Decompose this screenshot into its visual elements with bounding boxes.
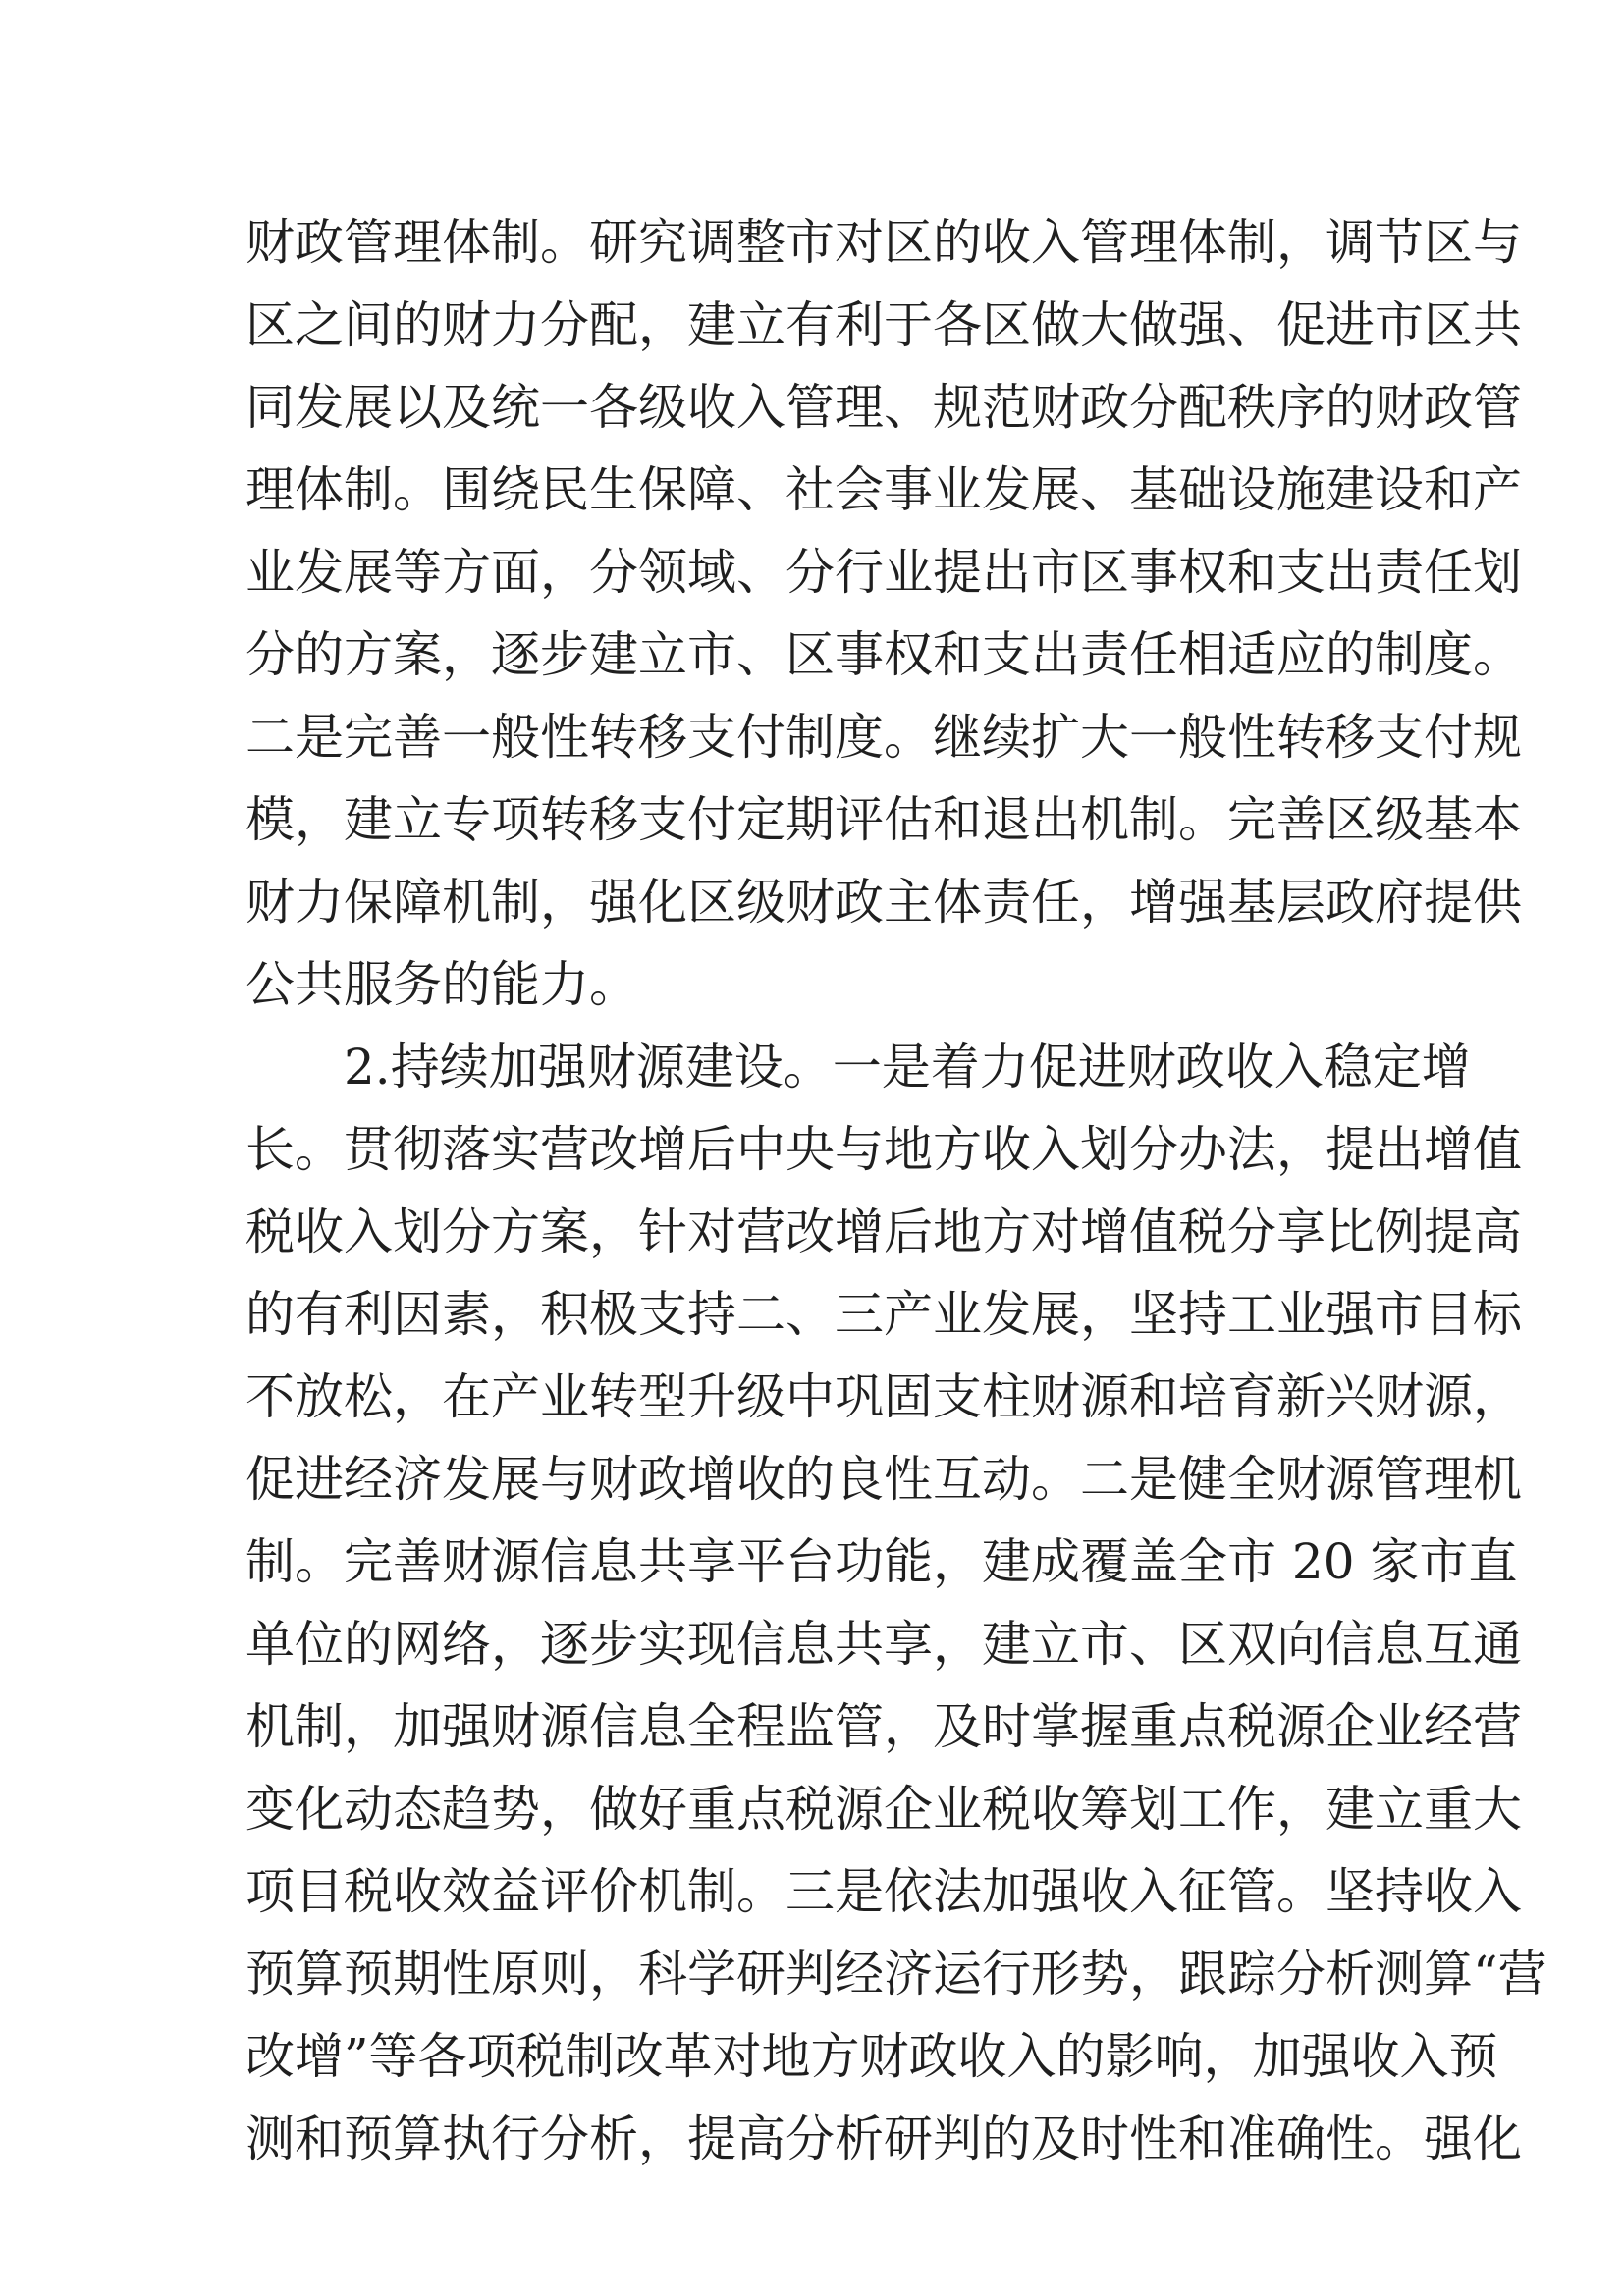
text-line: 单位的网络，逐步实现信息共享，建立市、区双向信息互通 bbox=[245, 1616, 1522, 1673]
text-line: 理体制。围绕民生保障、社会事业发展、基础设施建设和产 bbox=[245, 461, 1522, 518]
text-line: 同发展以及统一各级收入管理、规范财政分配秩序的财政管 bbox=[245, 379, 1522, 436]
text-line: 税收入划分方案，针对营改增后地方对增值税分享比例提高 bbox=[245, 1203, 1522, 1260]
text-line: 促进经济发展与财政增收的良性互动。二是健全财源管理机 bbox=[245, 1451, 1522, 1508]
text-line: 变化动态趋势，做好重点税源企业税收筹划工作，建立重大 bbox=[245, 1781, 1522, 1838]
body-text bbox=[245, 201, 1547, 2180]
text-line: 项目税收效益评价机制。三是依法加强收入征管。坚持收入 bbox=[245, 1863, 1522, 1920]
text-line: 财力保障机制，强化区级财政主体责任，增强基层政府提供 bbox=[245, 874, 1522, 931]
text-line: 机制，加强财源信息全程监管，及时掌握重点税源企业经营 bbox=[245, 1698, 1522, 1755]
text-line: 的有利因素，积极支持二、三产业发展，坚持工业强市目标 bbox=[245, 1286, 1522, 1343]
text-line: 模，建立专项转移支付定期评估和退出机制。完善区级基本 bbox=[245, 791, 1522, 848]
text-line: 区之间的财力分配，建立有利于各区做大做强、促进市区共 bbox=[245, 296, 1522, 353]
text-line: 分的方案，逐步建立市、区事权和支出责任相适应的制度。 bbox=[245, 626, 1522, 683]
text-line: 不放松，在产业转型升级中巩固支柱财源和培育新兴财源， bbox=[245, 1368, 1522, 1425]
text-line: 财政管理体制。研究调整市对区的收入管理体制，调节区与 bbox=[245, 214, 1522, 271]
text-line: 改增”等各项税制改革对地方财政收入的影响，加强收入预 bbox=[245, 2028, 1498, 2085]
text-line: 二是完善一般性转移支付制度。继续扩大一般性转移支付规 bbox=[245, 709, 1522, 766]
text-line: 制。完善财源信息共享平台功能，建成覆盖全市 20 家市直 bbox=[245, 1533, 1518, 1590]
text-line: 公共服务的能力。 bbox=[245, 956, 638, 1013]
text-line: 测和预算执行分析，提高分析研判的及时性和准确性。强化 bbox=[245, 2110, 1522, 2167]
text-line: 业发展等方面，分领域、分行业提出市区事权和支出责任划 bbox=[245, 544, 1522, 601]
text-line: 长。贯彻落实营改增后中央与地方收入划分办法，提出增值 bbox=[245, 1121, 1522, 1178]
section-heading-line: 2.持续加强财源建设。一是着力促进财政收入稳定增 bbox=[344, 1039, 1471, 1095]
text-line: 预算预期性原则，科学研判经济运行形势，跟踪分析测算“营 bbox=[245, 1946, 1547, 2002]
